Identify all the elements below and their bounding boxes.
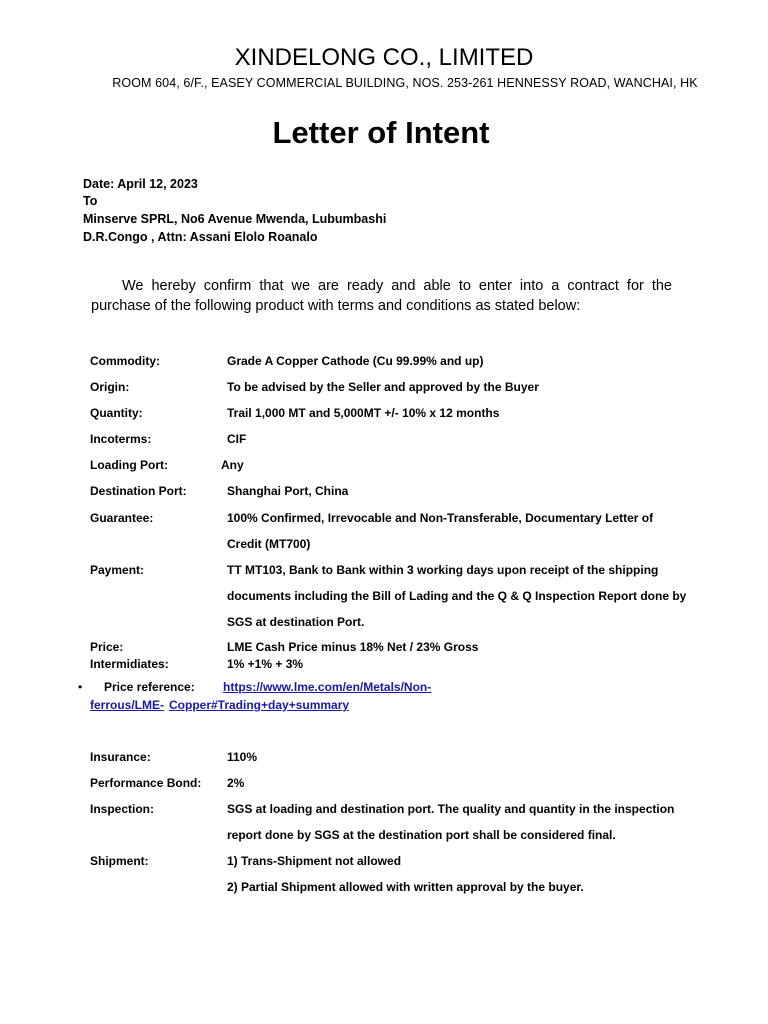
price-reference-label: Price reference:	[104, 680, 195, 694]
price-reference-link-part-3[interactable]: Copper#Trading+day+summary	[169, 698, 350, 712]
letter-date: Date: April 12, 2023	[83, 177, 198, 191]
loading-port-value: Any	[221, 458, 244, 472]
intro-paragraph: We hereby confirm that we are ready and able to enter into a contract for the purchase of the following product with terms and conditions as stated below:	[91, 278, 672, 314]
guarantee-label: Guarantee:	[90, 511, 154, 525]
price-reference-link-part-1[interactable]: https://www.lme.com/en/Metals/Non-	[223, 680, 432, 694]
page-title: Letter of Intent	[272, 115, 490, 150]
price-reference-link-part-2[interactable]: ferrous/LME-	[90, 698, 165, 712]
shipment-value-line-2: 2) Partial Shipment allowed with written approval by the buyer.	[227, 880, 584, 894]
shipment-label: Shipment:	[90, 854, 149, 868]
origin-label: Origin:	[90, 380, 130, 394]
incoterms-label: Incoterms:	[90, 432, 152, 446]
intermidiates-label: Intermidiates:	[90, 657, 169, 671]
to-label: To	[83, 194, 98, 208]
inspection-label: Inspection:	[90, 802, 155, 816]
price-label: Price:	[90, 640, 124, 654]
insurance-value: 110%	[227, 750, 258, 764]
payment-value-line-2: documents including the Bill of Lading and the Q & Q Inspection Report done by	[227, 589, 687, 603]
intermidiates-value: 1% +1% + 3%	[227, 657, 304, 671]
quantity-label: Quantity:	[90, 406, 143, 420]
recipient-line-2: D.R.Congo , Attn: Assani Elolo Roanalo	[83, 230, 318, 244]
guarantee-value-line-2: Credit (MT700)	[227, 537, 311, 551]
performance-bond-label: Performance Bond:	[90, 776, 202, 790]
loading-port-label: Loading Port:	[90, 458, 168, 472]
destination-port-value: Shanghai Port, China	[227, 484, 349, 498]
inspection-value-line-1: SGS at loading and destination port. The quality and quantity in the inspection	[227, 802, 675, 816]
price-reference-bullet: •	[78, 680, 83, 694]
price-value: LME Cash Price minus 18% Net / 23% Gross	[227, 640, 479, 654]
insurance-label: Insurance:	[90, 750, 151, 764]
payment-value-line-3: SGS at destination Port.	[227, 615, 365, 629]
recipient-line-1: Minserve SPRL, No6 Avenue Mwenda, Lubumbashi	[83, 212, 387, 226]
payment-value-line-1: TT MT103, Bank to Bank within 3 working days upon receipt of the shipping	[227, 563, 659, 577]
commodity-value: Grade A Copper Cathode (Cu 99.99% and up)	[227, 354, 484, 368]
guarantee-value-line-1: 100% Confirmed, Irrevocable and Non-Transferable, Documentary Letter of	[227, 511, 654, 525]
quantity-value: Trail 1,000 MT and 5,000MT +/- 10% x 12 months	[227, 406, 500, 420]
payment-label: Payment:	[90, 563, 145, 577]
commodity-label: Commodity:	[90, 354, 160, 368]
company-name: XINDELONG CO., LIMITED	[234, 44, 534, 71]
company-address: ROOM 604, 6/F., EASEY COMMERCIAL BUILDING, NOS. 253-261 HENNESSY ROAD, WANCHAI, HK	[112, 76, 698, 90]
performance-bond-value: 2%	[227, 776, 245, 790]
origin-value: To be advised by the Seller and approved by the Buyer	[227, 380, 539, 394]
destination-port-label: Destination Port:	[90, 484, 187, 498]
inspection-value-line-2: report done by SGS at the destination port shall be considered final.	[227, 828, 616, 842]
shipment-value-line-1: 1) Trans-Shipment not allowed	[227, 854, 402, 868]
incoterms-value: CIF	[227, 432, 247, 446]
